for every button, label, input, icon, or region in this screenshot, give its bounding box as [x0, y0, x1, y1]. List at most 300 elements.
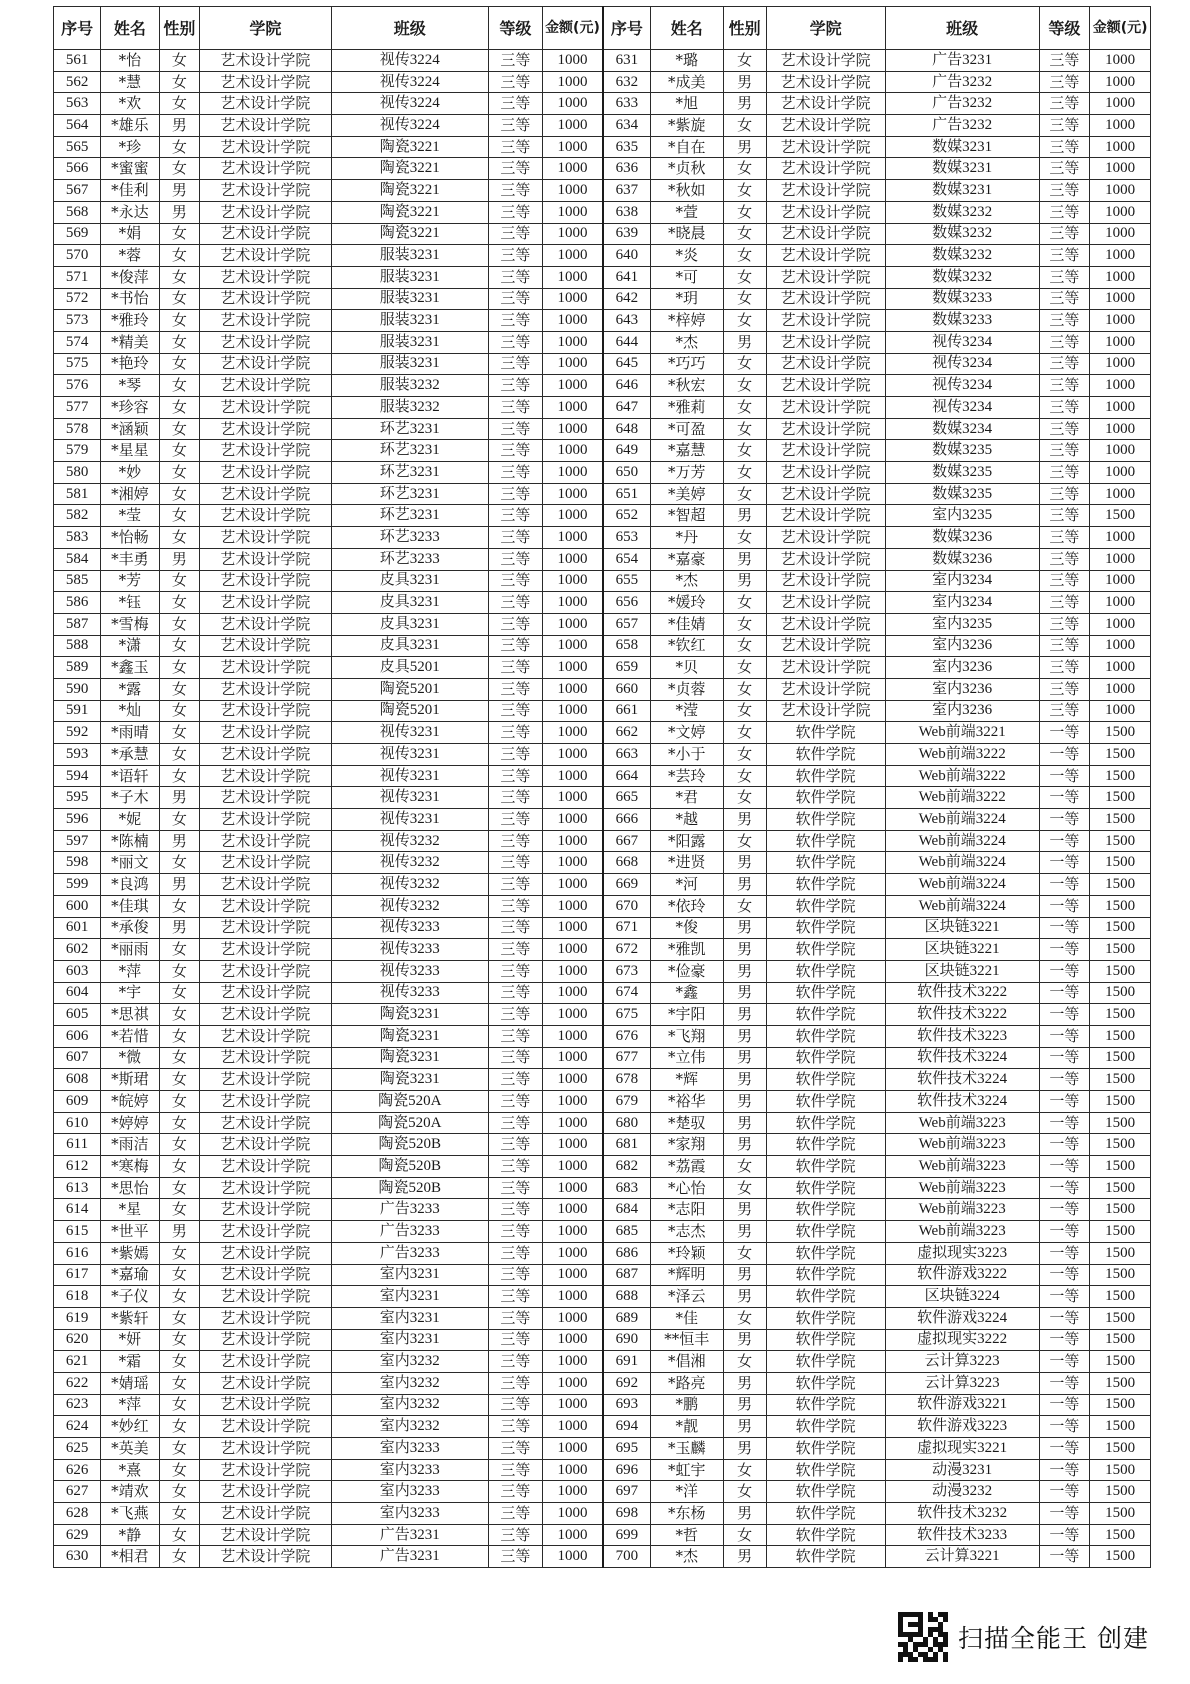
cell-name: *佳利 [101, 180, 159, 202]
cell-gender: 女 [159, 1524, 199, 1546]
cell-amount: 1000 [542, 722, 603, 744]
cell-name: *萍 [101, 960, 159, 982]
cell-class: 视传3231 [331, 765, 488, 787]
cell-college: 软件学院 [766, 895, 885, 917]
cell-college: 软件学院 [766, 960, 885, 982]
cell-name: *虹宇 [650, 1459, 723, 1481]
cell-index: 566 [54, 158, 101, 180]
cell-amount: 1000 [542, 418, 603, 440]
cell-class: 软件技术3222 [885, 1004, 1039, 1026]
cell-grade: 三等 [488, 1416, 542, 1438]
cell-gender: 女 [159, 635, 199, 657]
cell-class: 陶瓷3231 [331, 1025, 488, 1047]
cell-grade: 一等 [1039, 960, 1090, 982]
cell-college: 艺术设计学院 [200, 1047, 332, 1069]
cell-amount: 1000 [542, 917, 603, 939]
cell-gender: 女 [159, 1438, 199, 1460]
cell-gender: 女 [723, 483, 766, 505]
table-row [54, 830, 1151, 852]
cell-amount: 1000 [542, 678, 603, 700]
cell-class: 动漫3231 [885, 1459, 1039, 1481]
cell-amount: 1000 [542, 548, 603, 570]
cell-gender: 女 [159, 440, 199, 462]
cell-index: 682 [603, 1156, 650, 1178]
cell-class: 虚拟现实3222 [885, 1329, 1039, 1351]
header-amount: 金额(元) [542, 7, 603, 50]
cell-class: 云计算3223 [885, 1351, 1039, 1373]
cell-index: 694 [603, 1416, 650, 1438]
cell-gender: 男 [723, 570, 766, 592]
cell-college: 艺术设计学院 [200, 1177, 332, 1199]
cell-index: 656 [603, 592, 650, 614]
cell-name: *芳 [101, 570, 159, 592]
cell-index: 583 [54, 527, 101, 549]
cell-class: 动漫3232 [885, 1481, 1039, 1503]
cell-class: 室内3231 [331, 1329, 488, 1351]
cell-amount: 1000 [1090, 527, 1151, 549]
cell-amount: 1500 [1090, 1394, 1151, 1416]
cell-gender: 女 [159, 765, 199, 787]
cell-amount: 1000 [542, 245, 603, 267]
cell-gender: 女 [723, 223, 766, 245]
cell-grade: 三等 [1039, 657, 1090, 679]
cell-class: 视传3231 [331, 787, 488, 809]
cell-index: 669 [603, 874, 650, 896]
cell-index: 687 [603, 1264, 650, 1286]
cell-grade: 三等 [488, 917, 542, 939]
cell-gender: 女 [723, 1242, 766, 1264]
cell-grade: 三等 [488, 830, 542, 852]
cell-college: 艺术设计学院 [200, 1242, 332, 1264]
cell-name: *紫旋 [650, 115, 723, 137]
cell-grade: 一等 [1039, 895, 1090, 917]
cell-name: *璐 [650, 50, 723, 72]
cell-gender: 女 [723, 765, 766, 787]
cell-college: 艺术设计学院 [200, 1004, 332, 1026]
cell-grade: 三等 [488, 418, 542, 440]
cell-class: Web前端3222 [885, 787, 1039, 809]
cell-class: 陶瓷3231 [331, 1004, 488, 1026]
cell-grade: 三等 [488, 1286, 542, 1308]
cell-amount: 1000 [1090, 201, 1151, 223]
cell-grade: 一等 [1039, 1264, 1090, 1286]
cell-index: 650 [603, 462, 650, 484]
cell-amount: 1000 [542, 635, 603, 657]
cell-amount: 1000 [542, 1503, 603, 1525]
cell-class: 广告3232 [885, 115, 1039, 137]
cell-grade: 一等 [1039, 1004, 1090, 1026]
cell-class: Web前端3224 [885, 852, 1039, 874]
cell-gender: 男 [723, 1546, 766, 1568]
cell-name: *嘉慧 [650, 440, 723, 462]
table-row [54, 1112, 1151, 1134]
scanner-watermark [898, 1612, 1149, 1662]
cell-gender: 女 [723, 288, 766, 310]
cell-gender: 女 [723, 657, 766, 679]
cell-grade: 三等 [488, 787, 542, 809]
cell-amount: 1000 [542, 223, 603, 245]
cell-name: *玥 [650, 288, 723, 310]
cell-class: Web前端3221 [885, 722, 1039, 744]
cell-college: 艺术设计学院 [766, 245, 885, 267]
cell-index: 580 [54, 462, 101, 484]
cell-name: *俊 [650, 917, 723, 939]
cell-college: 艺术设计学院 [200, 1264, 332, 1286]
cell-grade: 三等 [488, 700, 542, 722]
cell-name: *越 [650, 809, 723, 831]
cell-name: *靖欢 [101, 1481, 159, 1503]
cell-college: 艺术设计学院 [766, 50, 885, 72]
cell-index: 590 [54, 678, 101, 700]
cell-name: *裕华 [650, 1091, 723, 1113]
cell-index: 595 [54, 787, 101, 809]
table-body [54, 50, 1151, 1568]
cell-name: *进贤 [650, 852, 723, 874]
cell-index: 638 [603, 201, 650, 223]
cell-grade: 一等 [1039, 1416, 1090, 1438]
cell-grade: 三等 [488, 1242, 542, 1264]
cell-name: *立伟 [650, 1047, 723, 1069]
cell-class: 数媒3231 [885, 136, 1039, 158]
cell-class: 广告3233 [331, 1221, 488, 1243]
cell-grade: 三等 [488, 1459, 542, 1481]
cell-amount: 1000 [542, 180, 603, 202]
cell-amount: 1000 [542, 765, 603, 787]
cell-name: *鹏 [650, 1394, 723, 1416]
cell-college: 艺术设计学院 [200, 1307, 332, 1329]
cell-index: 614 [54, 1199, 101, 1221]
table-row [54, 678, 1151, 700]
cell-name: *欢 [101, 93, 159, 115]
cell-amount: 1500 [1090, 895, 1151, 917]
cell-college: 艺术设计学院 [200, 1416, 332, 1438]
cell-class: 室内3232 [331, 1416, 488, 1438]
cell-class: 陶瓷520A [331, 1091, 488, 1113]
table-row [54, 375, 1151, 397]
cell-gender: 女 [159, 657, 199, 679]
cell-college: 艺术设计学院 [766, 93, 885, 115]
cell-grade: 一等 [1039, 830, 1090, 852]
cell-college: 艺术设计学院 [200, 115, 332, 137]
cell-class: 视传3234 [885, 375, 1039, 397]
cell-college: 艺术设计学院 [766, 657, 885, 679]
cell-index: 605 [54, 1004, 101, 1026]
cell-index: 591 [54, 700, 101, 722]
table-row [54, 1177, 1151, 1199]
cell-gender: 女 [723, 1481, 766, 1503]
cell-grade: 三等 [1039, 527, 1090, 549]
cell-name: *泽云 [650, 1286, 723, 1308]
cell-grade: 三等 [1039, 50, 1090, 72]
cell-name: *晓晨 [650, 223, 723, 245]
cell-index: 621 [54, 1351, 101, 1373]
cell-grade: 三等 [1039, 592, 1090, 614]
cell-college: 艺术设计学院 [200, 375, 332, 397]
cell-college: 软件学院 [766, 917, 885, 939]
cell-gender: 女 [159, 158, 199, 180]
header-college: 学院 [200, 7, 332, 50]
cell-grade: 三等 [1039, 223, 1090, 245]
cell-gender: 女 [159, 678, 199, 700]
cell-class: 数媒3232 [885, 223, 1039, 245]
cell-grade: 三等 [488, 548, 542, 570]
cell-college: 艺术设计学院 [766, 115, 885, 137]
cell-college: 艺术设计学院 [200, 570, 332, 592]
cell-gender: 女 [159, 527, 199, 549]
cell-amount: 1500 [1090, 1503, 1151, 1525]
cell-gender: 男 [723, 505, 766, 527]
cell-amount: 1500 [1090, 765, 1151, 787]
cell-grade: 三等 [488, 93, 542, 115]
cell-grade: 三等 [488, 722, 542, 744]
cell-gender: 女 [723, 201, 766, 223]
cell-grade: 三等 [488, 1503, 542, 1525]
cell-amount: 1000 [542, 462, 603, 484]
cell-gender: 女 [723, 50, 766, 72]
cell-grade: 一等 [1039, 982, 1090, 1004]
cell-college: 艺术设计学院 [200, 592, 332, 614]
cell-college: 艺术设计学院 [766, 266, 885, 288]
cell-class: 视传3233 [331, 939, 488, 961]
cell-name: *良鸿 [101, 874, 159, 896]
cell-grade: 三等 [488, 1221, 542, 1243]
cell-college: 软件学院 [766, 1329, 885, 1351]
cell-index: 666 [603, 809, 650, 831]
cell-index: 589 [54, 657, 101, 679]
cell-gender: 女 [159, 1069, 199, 1091]
cell-class: 数媒3231 [885, 158, 1039, 180]
cell-gender: 男 [723, 1394, 766, 1416]
cell-name: *飞燕 [101, 1503, 159, 1525]
cell-amount: 1000 [542, 1416, 603, 1438]
cell-amount: 1000 [542, 375, 603, 397]
cell-class: 视传3232 [331, 852, 488, 874]
cell-amount: 1000 [1090, 115, 1151, 137]
cell-name: *君 [650, 787, 723, 809]
cell-index: 627 [54, 1481, 101, 1503]
cell-amount: 1500 [1090, 960, 1151, 982]
cell-name: *玉麟 [650, 1438, 723, 1460]
cell-class: 视传3234 [885, 397, 1039, 419]
cell-index: 579 [54, 440, 101, 462]
cell-amount: 1500 [1090, 1438, 1151, 1460]
cell-index: 639 [603, 223, 650, 245]
table-row [54, 548, 1151, 570]
cell-index: 692 [603, 1372, 650, 1394]
cell-amount: 1000 [542, 874, 603, 896]
cell-name: *熹 [101, 1459, 159, 1481]
cell-index: 582 [54, 505, 101, 527]
table-row [54, 982, 1151, 1004]
cell-amount: 1000 [542, 1156, 603, 1178]
cell-grade: 三等 [488, 635, 542, 657]
cell-index: 657 [603, 613, 650, 635]
cell-grade: 三等 [488, 353, 542, 375]
cell-index: 619 [54, 1307, 101, 1329]
cell-class: 云计算3223 [885, 1372, 1039, 1394]
cell-college: 软件学院 [766, 1091, 885, 1113]
cell-name: *媛玲 [650, 592, 723, 614]
cell-college: 软件学院 [766, 787, 885, 809]
cell-amount: 1000 [542, 960, 603, 982]
cell-grade: 三等 [488, 678, 542, 700]
cell-amount: 1000 [542, 1004, 603, 1026]
cell-college: 艺术设计学院 [200, 50, 332, 72]
cell-index: 561 [54, 50, 101, 72]
table-row [54, 1503, 1151, 1525]
cell-amount: 1000 [1090, 136, 1151, 158]
cell-index: 686 [603, 1242, 650, 1264]
table-row [54, 1481, 1151, 1503]
cell-amount: 1500 [1090, 1069, 1151, 1091]
cell-gender: 女 [723, 1524, 766, 1546]
cell-grade: 一等 [1039, 1481, 1090, 1503]
cell-grade: 一等 [1039, 917, 1090, 939]
cell-class: 环艺3231 [331, 418, 488, 440]
cell-class: 服装3232 [331, 375, 488, 397]
cell-gender: 男 [723, 136, 766, 158]
cell-amount: 1000 [542, 1112, 603, 1134]
cell-gender: 男 [723, 852, 766, 874]
cell-college: 软件学院 [766, 982, 885, 1004]
table-row [54, 592, 1151, 614]
cell-index: 663 [603, 744, 650, 766]
cell-college: 艺术设计学院 [766, 71, 885, 93]
cell-class: 服装3231 [331, 288, 488, 310]
cell-amount: 1000 [542, 809, 603, 831]
table-row [54, 223, 1151, 245]
cell-gender: 男 [723, 1372, 766, 1394]
cell-grade: 一等 [1039, 1134, 1090, 1156]
cell-class: Web前端3223 [885, 1134, 1039, 1156]
qr-code-icon [898, 1612, 948, 1662]
cell-amount: 1500 [1090, 1459, 1151, 1481]
cell-class: 软件技术3224 [885, 1047, 1039, 1069]
cell-class: 广告3231 [885, 50, 1039, 72]
cell-class: 数媒3232 [885, 201, 1039, 223]
table-row [54, 613, 1151, 635]
cell-amount: 1000 [542, 895, 603, 917]
cell-grade: 三等 [488, 1546, 542, 1568]
cell-gender: 女 [159, 1503, 199, 1525]
cell-class: 室内3236 [885, 700, 1039, 722]
cell-index: 647 [603, 397, 650, 419]
cell-class: 广告3231 [331, 1546, 488, 1568]
cell-class: 区块链3224 [885, 1286, 1039, 1308]
cell-amount: 1000 [1090, 657, 1151, 679]
cell-class: 服装3231 [331, 310, 488, 332]
cell-index: 671 [603, 917, 650, 939]
cell-name: *永达 [101, 201, 159, 223]
cell-index: 611 [54, 1134, 101, 1156]
cell-grade: 一等 [1039, 744, 1090, 766]
cell-grade: 一等 [1039, 809, 1090, 831]
cell-name: *阳露 [650, 830, 723, 852]
cell-college: 艺术设计学院 [766, 375, 885, 397]
cell-college: 艺术设计学院 [200, 440, 332, 462]
cell-index: 623 [54, 1394, 101, 1416]
cell-class: 区块链3221 [885, 917, 1039, 939]
cell-amount: 1500 [1090, 1199, 1151, 1221]
cell-name: *星星 [101, 440, 159, 462]
cell-amount: 1000 [542, 744, 603, 766]
table-row [54, 960, 1151, 982]
cell-grade: 一等 [1039, 1351, 1090, 1373]
cell-class: 环艺3231 [331, 462, 488, 484]
cell-name: *丽文 [101, 852, 159, 874]
cell-grade: 三等 [1039, 201, 1090, 223]
cell-college: 软件学院 [766, 1459, 885, 1481]
cell-amount: 1000 [542, 1329, 603, 1351]
cell-grade: 三等 [488, 136, 542, 158]
cell-index: 599 [54, 874, 101, 896]
cell-name: *靓 [650, 1416, 723, 1438]
cell-index: 565 [54, 136, 101, 158]
table-row [54, 201, 1151, 223]
cell-amount: 1000 [542, 1351, 603, 1373]
cell-amount: 1000 [542, 527, 603, 549]
cell-grade: 三等 [488, 462, 542, 484]
cell-name: *楚驭 [650, 1112, 723, 1134]
cell-grade: 三等 [1039, 266, 1090, 288]
cell-gender: 女 [159, 744, 199, 766]
cell-college: 软件学院 [766, 809, 885, 831]
cell-gender: 女 [159, 50, 199, 72]
table-row [54, 288, 1151, 310]
cell-amount: 1000 [1090, 418, 1151, 440]
cell-class: Web前端3222 [885, 744, 1039, 766]
cell-index: 646 [603, 375, 650, 397]
cell-index: 633 [603, 93, 650, 115]
cell-index: 684 [603, 1199, 650, 1221]
cell-name: *灿 [101, 700, 159, 722]
cell-college: 软件学院 [766, 765, 885, 787]
cell-gender: 男 [159, 917, 199, 939]
cell-class: 环艺3233 [331, 548, 488, 570]
cell-college: 艺术设计学院 [200, 1091, 332, 1113]
cell-name: *杰 [650, 1546, 723, 1568]
cell-name: *辉明 [650, 1264, 723, 1286]
watermark-text: 扫描全能王 创建 [958, 1624, 1149, 1653]
cell-name: *美婷 [650, 483, 723, 505]
cell-name: *承慧 [101, 744, 159, 766]
cell-college: 艺术设计学院 [200, 874, 332, 896]
cell-grade: 三等 [488, 1307, 542, 1329]
cell-amount: 1000 [1090, 397, 1151, 419]
cell-name: **恒丰 [650, 1329, 723, 1351]
cell-name: *宇 [101, 982, 159, 1004]
cell-name: *玲颖 [650, 1242, 723, 1264]
cell-college: 艺术设计学院 [200, 852, 332, 874]
cell-index: 677 [603, 1047, 650, 1069]
cell-index: 562 [54, 71, 101, 93]
cell-index: 602 [54, 939, 101, 961]
table-row [54, 331, 1151, 353]
cell-grade: 三等 [1039, 613, 1090, 635]
cell-class: Web前端3224 [885, 830, 1039, 852]
cell-grade: 三等 [488, 158, 542, 180]
cell-gender: 男 [159, 1221, 199, 1243]
cell-college: 艺术设计学院 [200, 1459, 332, 1481]
cell-grade: 三等 [1039, 462, 1090, 484]
cell-name: *可盈 [650, 418, 723, 440]
cell-amount: 1000 [542, 50, 603, 72]
cell-index: 608 [54, 1069, 101, 1091]
cell-class: Web前端3223 [885, 1177, 1039, 1199]
table-row [54, 1004, 1151, 1026]
cell-gender: 女 [159, 1177, 199, 1199]
cell-grade: 三等 [488, 1394, 542, 1416]
